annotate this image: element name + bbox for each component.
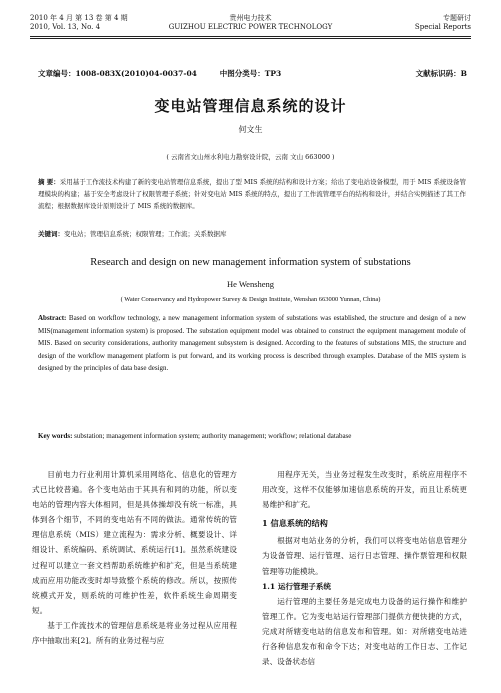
keywords-cn: [38, 229, 466, 238]
body-column-right: [262, 467, 467, 669]
issue-date-en: 2010, Vol. 13, No. 4: [30, 23, 101, 31]
abstract-text-cn: 采用基于工作流技术构建了新的变电站管理信息系统，提出了型 MIS 系统的结构和设计方案；给出了变电站设备模型，用于 MIS 系统设备管理模块的构建；基于安全考虑设计了权限管理子系统；针对变电站 MIS 系统的特点，提出了工作流管理平台的结构和设计，并结合实例描述了其工作流程；根据数据库设计原则设计了 MIS 系统的数据库。: [38, 178, 467, 210]
journal-name-en: GUIZHOU ELECTRIC POWER TECHNOLOGY: [168, 23, 333, 31]
abstract-label-en: Abstract:: [38, 314, 67, 322]
header-right: [415, 14, 471, 32]
body-paragraph: 基于工作流技术的管理信息系统是将业务过程从应用程序中抽取出来[2]。所有的业务过程与应: [32, 620, 237, 646]
keywords-label-cn: 关键词：: [38, 230, 64, 238]
class-number: 中图分类号：TP3: [219, 69, 282, 78]
article-number: 文章编号：1008-083X(2010)04-0037-04: [38, 69, 197, 78]
section-name-cn: 专题研讨: [443, 14, 471, 22]
keywords-en: [38, 430, 466, 443]
body-paragraph: 用程序无关，当业务过程发生改变时，系统应用程序不用改变，这样不仅能够加速信息系统的开发，而且让系统更易维护和扩充。: [262, 470, 467, 510]
document-code: 文献标识码：B: [415, 69, 467, 78]
paper-title-cn: 变电站管理信息系统的设计: [154, 97, 347, 115]
section-heading: 1 信息系统的结构: [262, 518, 328, 529]
header-rule-top: [30, 36, 471, 37]
keywords-label-en: Key words:: [38, 432, 73, 440]
body-paragraph: 运行管理的主要任务是完成电力设备的运行操作和维护管理工作。它为变电站运行管理部门提供方便快捷的方式，完成对所辖变电站的信息发布和管理。如：对所辖变电站进行各种信息发布和命令下达；对变电站的工作日志、工作记录、设备状态信: [262, 596, 467, 667]
issue-date-cn: 2010 年 4 月 第 13 卷 第 4 期: [30, 14, 128, 22]
journal-name-cn: 贵州电力技术: [229, 14, 272, 22]
section-name-en: Special Reports: [414, 23, 471, 31]
affiliation-en: ( Water Conservancy and Hydropower Survey & Design Institute, Wenshan 663000 Yunnan, China): [120, 296, 381, 303]
abstract-cn: [38, 176, 466, 212]
body-paragraph: 目前电力行业利用计算机采用网络化、信息化的管理方式已比较普遍。各个变电站由于其具有和同的功能，所以变电站的管理内容大体相同，但是具体操却没有统一标准，具体到各个细节，不同的变电站有不同的做法。通常传统的管理信息系统（MIS）建立流程为：需求分析、概要设计、详细设计、系统编码、系统调试、系统运行[1]。虽然系统建设过程可以建立一套文档帮助系统维护和扩充，但是当系统建成而应用功能改变时却导致整个系统的修改。所以，按照传统模式开发，则系统的可维护性差，软件系统生命周期变短。: [32, 470, 237, 615]
keywords-text-cn: 变电站；管理信息系统；权限管理；工作流；关系数据库: [64, 230, 227, 238]
author-cn: 何文生: [238, 125, 263, 134]
body-paragraph: 根据对电站业务的分析，我们可以将变电站信息管理分为设备管理、运行管理、运行日志管理、操作票管理和权限管理等功能模块。: [262, 536, 467, 576]
abstract-text-en: Based on workflow technology, a new management information system of substations was established, the structure and design of a new MIS(management information system) is proposed. The substation equipment model was obtained to construct the equipment management module of MIS. Based on security considerations, authority management subsystem is designed. According to the features of substations MIS, the structure and design of the workflow management platform is put forward, and its working process is described through examples. Database of the MIS system is designed by the principles of data base design.: [38, 314, 466, 372]
abstract-label-cn: 摘 要：: [38, 178, 60, 186]
paper-title-en: Research and design on new management information system of substations: [90, 257, 411, 268]
header-rule-bottom: [30, 38, 471, 39]
subsection-heading: 1.1 运行管理子系统: [262, 581, 332, 591]
author-en: He Wensheng: [226, 279, 275, 289]
keywords-text-en: substation; management information system; authority management; workflow; relational database: [74, 432, 352, 440]
body-column-left: [32, 467, 237, 648]
abstract-en: [38, 312, 466, 375]
affiliation-cn: ( 云南省文山州水利电力勘察设计院，云南 文山 663000 ): [166, 153, 335, 161]
